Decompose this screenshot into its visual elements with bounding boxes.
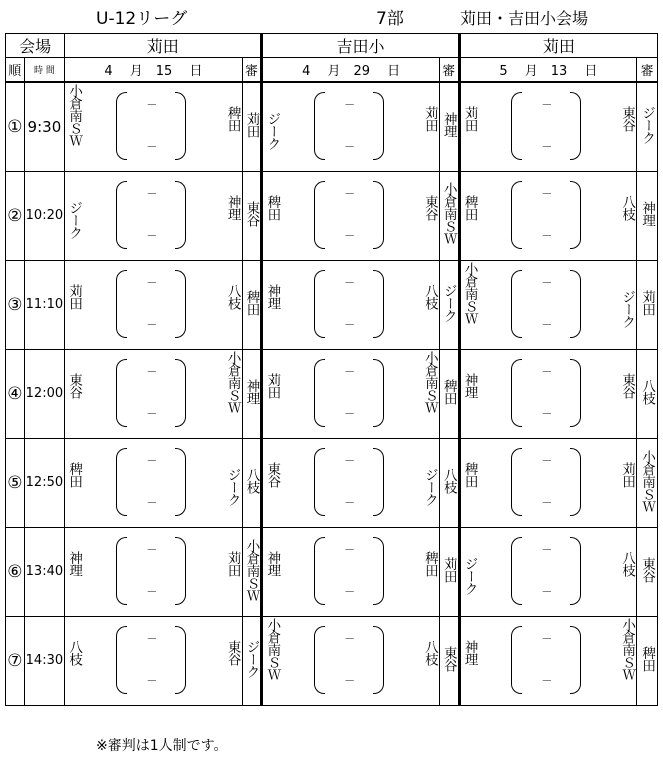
- score-box: [116, 359, 186, 425]
- score-box: [116, 537, 186, 603]
- score-box: [314, 537, 384, 603]
- referee-team-label: 東谷: [243, 201, 260, 227]
- referee-team-label: 苅田: [639, 290, 656, 316]
- score-dash: －: [146, 585, 158, 599]
- score-bracket-left: [314, 448, 325, 516]
- match-date: 5 月 13 日: [459, 58, 637, 82]
- score-bracket-right: [373, 626, 384, 694]
- score-box: [511, 359, 581, 425]
- score-bracket-left: [511, 181, 522, 249]
- match-order: ③: [6, 260, 25, 349]
- kickoff-time: 9:30: [24, 82, 65, 172]
- away-team: 東谷: [224, 640, 241, 666]
- match-row: [6, 438, 658, 527]
- score-dash: －: [344, 318, 356, 332]
- score-bracket-right: [373, 359, 384, 427]
- score-bracket-right: [373, 92, 384, 160]
- match-cell: [459, 527, 637, 616]
- score-dash: －: [344, 407, 356, 421]
- score-box: [511, 92, 581, 158]
- kickoff-time: 13:40: [24, 527, 65, 616]
- referee-column-header: 審: [439, 58, 459, 82]
- match-cell: [65, 527, 243, 616]
- home-team: 神理: [264, 284, 281, 310]
- away-team: 八枝: [421, 284, 438, 310]
- score-bracket-left: [116, 92, 127, 160]
- score-dash: －: [146, 674, 158, 688]
- score-dash: －: [541, 187, 553, 201]
- referee-column-header: 審: [637, 58, 658, 82]
- referee-team: [637, 438, 658, 527]
- score-bracket-right: [373, 537, 384, 605]
- venue-column-header: 会場: [6, 34, 65, 58]
- score-bracket-right: [570, 181, 581, 249]
- referee-team: [637, 82, 658, 172]
- referee-team: [439, 260, 459, 349]
- score-box: [314, 92, 384, 158]
- score-bracket-left: [511, 537, 522, 605]
- match-cell: [262, 171, 440, 260]
- referee-team: [439, 82, 459, 172]
- referee-team-label: 東谷: [639, 557, 656, 583]
- score-box: [314, 626, 384, 692]
- score-dash: －: [146, 98, 158, 112]
- away-team: 苅田: [224, 551, 241, 577]
- score-dash: －: [344, 276, 356, 290]
- score-bracket-right: [175, 359, 186, 427]
- score-bracket-right: [570, 92, 581, 160]
- away-team: 八枝: [619, 551, 636, 577]
- referee-team-label: 稗田: [440, 379, 457, 405]
- score-dash: －: [146, 318, 158, 332]
- score-box: [511, 537, 581, 603]
- date-header-row: [6, 58, 658, 82]
- referee-team-label: 八枝: [243, 468, 260, 494]
- home-team: ジーク: [66, 201, 83, 239]
- referee-team: [242, 527, 262, 616]
- score-box: [511, 448, 581, 514]
- score-bracket-right: [570, 537, 581, 605]
- away-team: ジーク: [224, 468, 241, 506]
- match-cell: [262, 349, 440, 438]
- score-dash: －: [344, 187, 356, 201]
- division-label: 7部: [376, 9, 404, 29]
- match-cell: [65, 349, 243, 438]
- score-box: [314, 270, 384, 336]
- score-bracket-left: [511, 92, 522, 160]
- referee-team-label: 八枝: [440, 468, 457, 494]
- score-bracket-right: [175, 92, 186, 160]
- match-cell: [459, 82, 637, 172]
- score-box: [314, 181, 384, 247]
- score-box: [116, 626, 186, 692]
- venue-title: 苅田・吉田小会場: [460, 9, 589, 28]
- away-team: ジーク: [421, 468, 438, 506]
- referee-team: [439, 171, 459, 260]
- referee-team-label: 小倉南ＳＷ: [639, 449, 656, 513]
- home-team: ジーク: [461, 557, 478, 595]
- referee-team: [242, 82, 262, 172]
- match-order: ②: [6, 171, 25, 260]
- score-bracket-right: [373, 181, 384, 249]
- venue-header-row: [6, 34, 658, 58]
- score-dash: －: [146, 229, 158, 243]
- score-dash: －: [344, 496, 356, 510]
- referee-team-label: 小倉南ＳＷ: [243, 538, 260, 602]
- match-cell: [262, 527, 440, 616]
- score-dash: －: [541, 632, 553, 646]
- away-team: 八枝: [619, 195, 636, 221]
- score-box: [314, 359, 384, 425]
- match-order: ①: [6, 82, 25, 172]
- away-team: 小倉南ＳＷ: [619, 618, 636, 681]
- score-dash: －: [541, 454, 553, 468]
- kickoff-time: 14:30: [24, 616, 65, 705]
- score-dash: －: [146, 140, 158, 154]
- score-dash: －: [146, 276, 158, 290]
- home-team: 苅田: [461, 106, 478, 132]
- match-order: ④: [6, 349, 25, 438]
- score-bracket-left: [314, 270, 325, 338]
- score-bracket-left: [314, 359, 325, 427]
- score-dash: －: [344, 229, 356, 243]
- order-column-header: 順: [6, 58, 25, 82]
- home-team: 神理: [66, 551, 83, 577]
- referee-team-label: 神理: [639, 201, 656, 227]
- match-cell: [459, 438, 637, 527]
- referee-team: [242, 260, 262, 349]
- match-cell: [65, 82, 243, 172]
- match-row: [6, 82, 658, 172]
- home-team: 神理: [264, 551, 281, 577]
- away-team: 東谷: [619, 106, 636, 132]
- away-team: 稗田: [224, 106, 241, 132]
- referee-team-label: 小倉南ＳＷ: [440, 182, 457, 245]
- match-row: [6, 527, 658, 616]
- home-team: 小倉南ＳＷ: [461, 262, 478, 325]
- match-cell: [459, 171, 637, 260]
- score-box: [314, 448, 384, 514]
- referee-team: [637, 349, 658, 438]
- score-bracket-left: [116, 181, 127, 249]
- score-bracket-left: [511, 359, 522, 427]
- home-team: 東谷: [264, 462, 281, 488]
- match-order: ⑤: [6, 438, 25, 527]
- score-bracket-left: [511, 270, 522, 338]
- referee-team-label: 苅田: [243, 112, 260, 138]
- score-bracket-right: [373, 448, 384, 516]
- referee-team: [242, 171, 262, 260]
- score-bracket-left: [116, 270, 127, 338]
- score-box: [116, 92, 186, 158]
- home-team: 神理: [461, 373, 478, 399]
- referee-team: [242, 438, 262, 527]
- score-dash: －: [541, 229, 553, 243]
- score-dash: －: [344, 454, 356, 468]
- league-title: U-12リーグ: [96, 9, 188, 29]
- score-bracket-right: [175, 537, 186, 605]
- away-team: ジーク: [619, 290, 636, 328]
- score-bracket-right: [570, 448, 581, 516]
- away-team: 苅田: [619, 462, 636, 488]
- kickoff-time: 11:10: [24, 260, 65, 349]
- score-dash: －: [146, 454, 158, 468]
- referee-team: [637, 260, 658, 349]
- score-dash: －: [541, 140, 553, 154]
- score-bracket-right: [175, 626, 186, 694]
- away-team: 八枝: [224, 284, 241, 310]
- score-bracket-right: [175, 270, 186, 338]
- home-team: 八枝: [66, 640, 83, 666]
- match-date: 4 月 29 日: [262, 58, 440, 82]
- score-box: [511, 626, 581, 692]
- score-bracket-right: [373, 270, 384, 338]
- score-dash: －: [541, 318, 553, 332]
- referee-column-header: 審: [242, 58, 262, 82]
- referee-team-label: 稗田: [639, 646, 656, 672]
- match-row: [6, 171, 658, 260]
- venue-name: 苅田: [65, 34, 262, 58]
- score-bracket-left: [116, 448, 127, 516]
- referee-team-label: ジーク: [243, 640, 260, 678]
- score-bracket-left: [511, 448, 522, 516]
- score-bracket-right: [175, 181, 186, 249]
- score-dash: －: [146, 496, 158, 510]
- venue-name: 吉田小: [262, 34, 459, 58]
- score-box: [116, 448, 186, 514]
- home-team: 苅田: [66, 284, 83, 310]
- home-team: 神理: [461, 640, 478, 666]
- match-cell: [262, 438, 440, 527]
- referee-team: [439, 349, 459, 438]
- match-cell: [262, 82, 440, 172]
- score-box: [511, 181, 581, 247]
- match-row: [6, 616, 658, 705]
- referee-team: [637, 616, 658, 705]
- score-dash: －: [146, 543, 158, 557]
- match-cell: [262, 616, 440, 705]
- score-dash: －: [541, 496, 553, 510]
- score-dash: －: [146, 407, 158, 421]
- score-bracket-right: [570, 359, 581, 427]
- match-cell: [65, 616, 243, 705]
- score-bracket-right: [570, 626, 581, 694]
- score-dash: －: [146, 632, 158, 646]
- away-team: 神理: [224, 195, 241, 221]
- score-bracket-left: [314, 537, 325, 605]
- home-team: 東谷: [66, 373, 83, 399]
- referee-team-label: 神理: [440, 112, 457, 138]
- score-bracket-left: [116, 537, 127, 605]
- match-order: ⑦: [6, 616, 25, 705]
- match-cell: [459, 349, 637, 438]
- schedule-table: [5, 33, 658, 706]
- match-row: [6, 260, 658, 349]
- referee-team: [242, 349, 262, 438]
- home-team: 稗田: [66, 462, 83, 488]
- score-dash: －: [344, 543, 356, 557]
- away-team: 稗田: [421, 551, 438, 577]
- home-team: 小倉南ＳＷ: [264, 618, 281, 681]
- score-box: [116, 181, 186, 247]
- referee-team: [439, 438, 459, 527]
- referee-team-label: 苅田: [440, 557, 457, 583]
- referee-team-label: ジーク: [440, 283, 457, 322]
- score-dash: －: [541, 543, 553, 557]
- kickoff-time: 12:00: [24, 349, 65, 438]
- score-dash: －: [344, 632, 356, 646]
- score-bracket-right: [570, 270, 581, 338]
- away-team: 苅田: [421, 106, 438, 132]
- score-dash: －: [344, 674, 356, 688]
- score-box: [116, 270, 186, 336]
- away-team: 小倉南ＳＷ: [224, 351, 241, 414]
- venue-name: 苅田: [459, 34, 657, 58]
- match-date: 4 月 15 日: [65, 58, 243, 82]
- score-dash: －: [344, 140, 356, 154]
- referee-team: [242, 616, 262, 705]
- match-cell: [65, 260, 243, 349]
- referee-team-label: 稗田: [243, 290, 260, 316]
- referee-team-label: 東谷: [440, 646, 457, 672]
- referee-team: [439, 527, 459, 616]
- home-team: 苅田: [264, 373, 281, 399]
- match-order: ⑥: [6, 527, 25, 616]
- match-row: [6, 349, 658, 438]
- score-dash: －: [541, 585, 553, 599]
- referee-team: [637, 171, 658, 260]
- score-dash: －: [541, 365, 553, 379]
- score-dash: －: [344, 365, 356, 379]
- score-box: [511, 270, 581, 336]
- score-bracket-left: [314, 92, 325, 160]
- score-dash: －: [344, 98, 356, 112]
- referee-team: [439, 616, 459, 705]
- kickoff-time: 10:20: [24, 171, 65, 260]
- referee-team-label: 八枝: [639, 379, 656, 405]
- away-team: 東谷: [421, 195, 438, 221]
- score-dash: －: [541, 98, 553, 112]
- away-team: 八枝: [421, 640, 438, 666]
- score-bracket-right: [175, 448, 186, 516]
- referee-note: ※審判は1人制です。: [96, 738, 228, 754]
- score-dash: －: [541, 674, 553, 688]
- score-dash: －: [541, 407, 553, 421]
- match-cell: [65, 438, 243, 527]
- time-column-header: 時 間: [24, 58, 65, 82]
- away-team: 小倉南ＳＷ: [421, 351, 438, 414]
- home-team: 小倉南ＳＷ: [66, 84, 83, 147]
- score-dash: －: [146, 365, 158, 379]
- score-bracket-left: [511, 626, 522, 694]
- home-team: 稗田: [461, 462, 478, 488]
- score-bracket-left: [314, 626, 325, 694]
- match-cell: [262, 260, 440, 349]
- referee-team: [637, 527, 658, 616]
- match-cell: [65, 171, 243, 260]
- referee-team-label: ジーク: [639, 105, 656, 144]
- home-team: 稗田: [264, 195, 281, 221]
- home-team: 稗田: [461, 195, 478, 221]
- score-bracket-left: [116, 626, 127, 694]
- home-team: ジーク: [264, 112, 281, 150]
- match-cell: [459, 616, 637, 705]
- referee-team-label: 神理: [243, 379, 260, 405]
- away-team: 東谷: [619, 373, 636, 399]
- kickoff-time: 12:50: [24, 438, 65, 527]
- score-bracket-left: [314, 181, 325, 249]
- score-dash: －: [344, 585, 356, 599]
- score-bracket-left: [116, 359, 127, 427]
- match-cell: [459, 260, 637, 349]
- score-dash: －: [541, 276, 553, 290]
- score-dash: －: [146, 187, 158, 201]
